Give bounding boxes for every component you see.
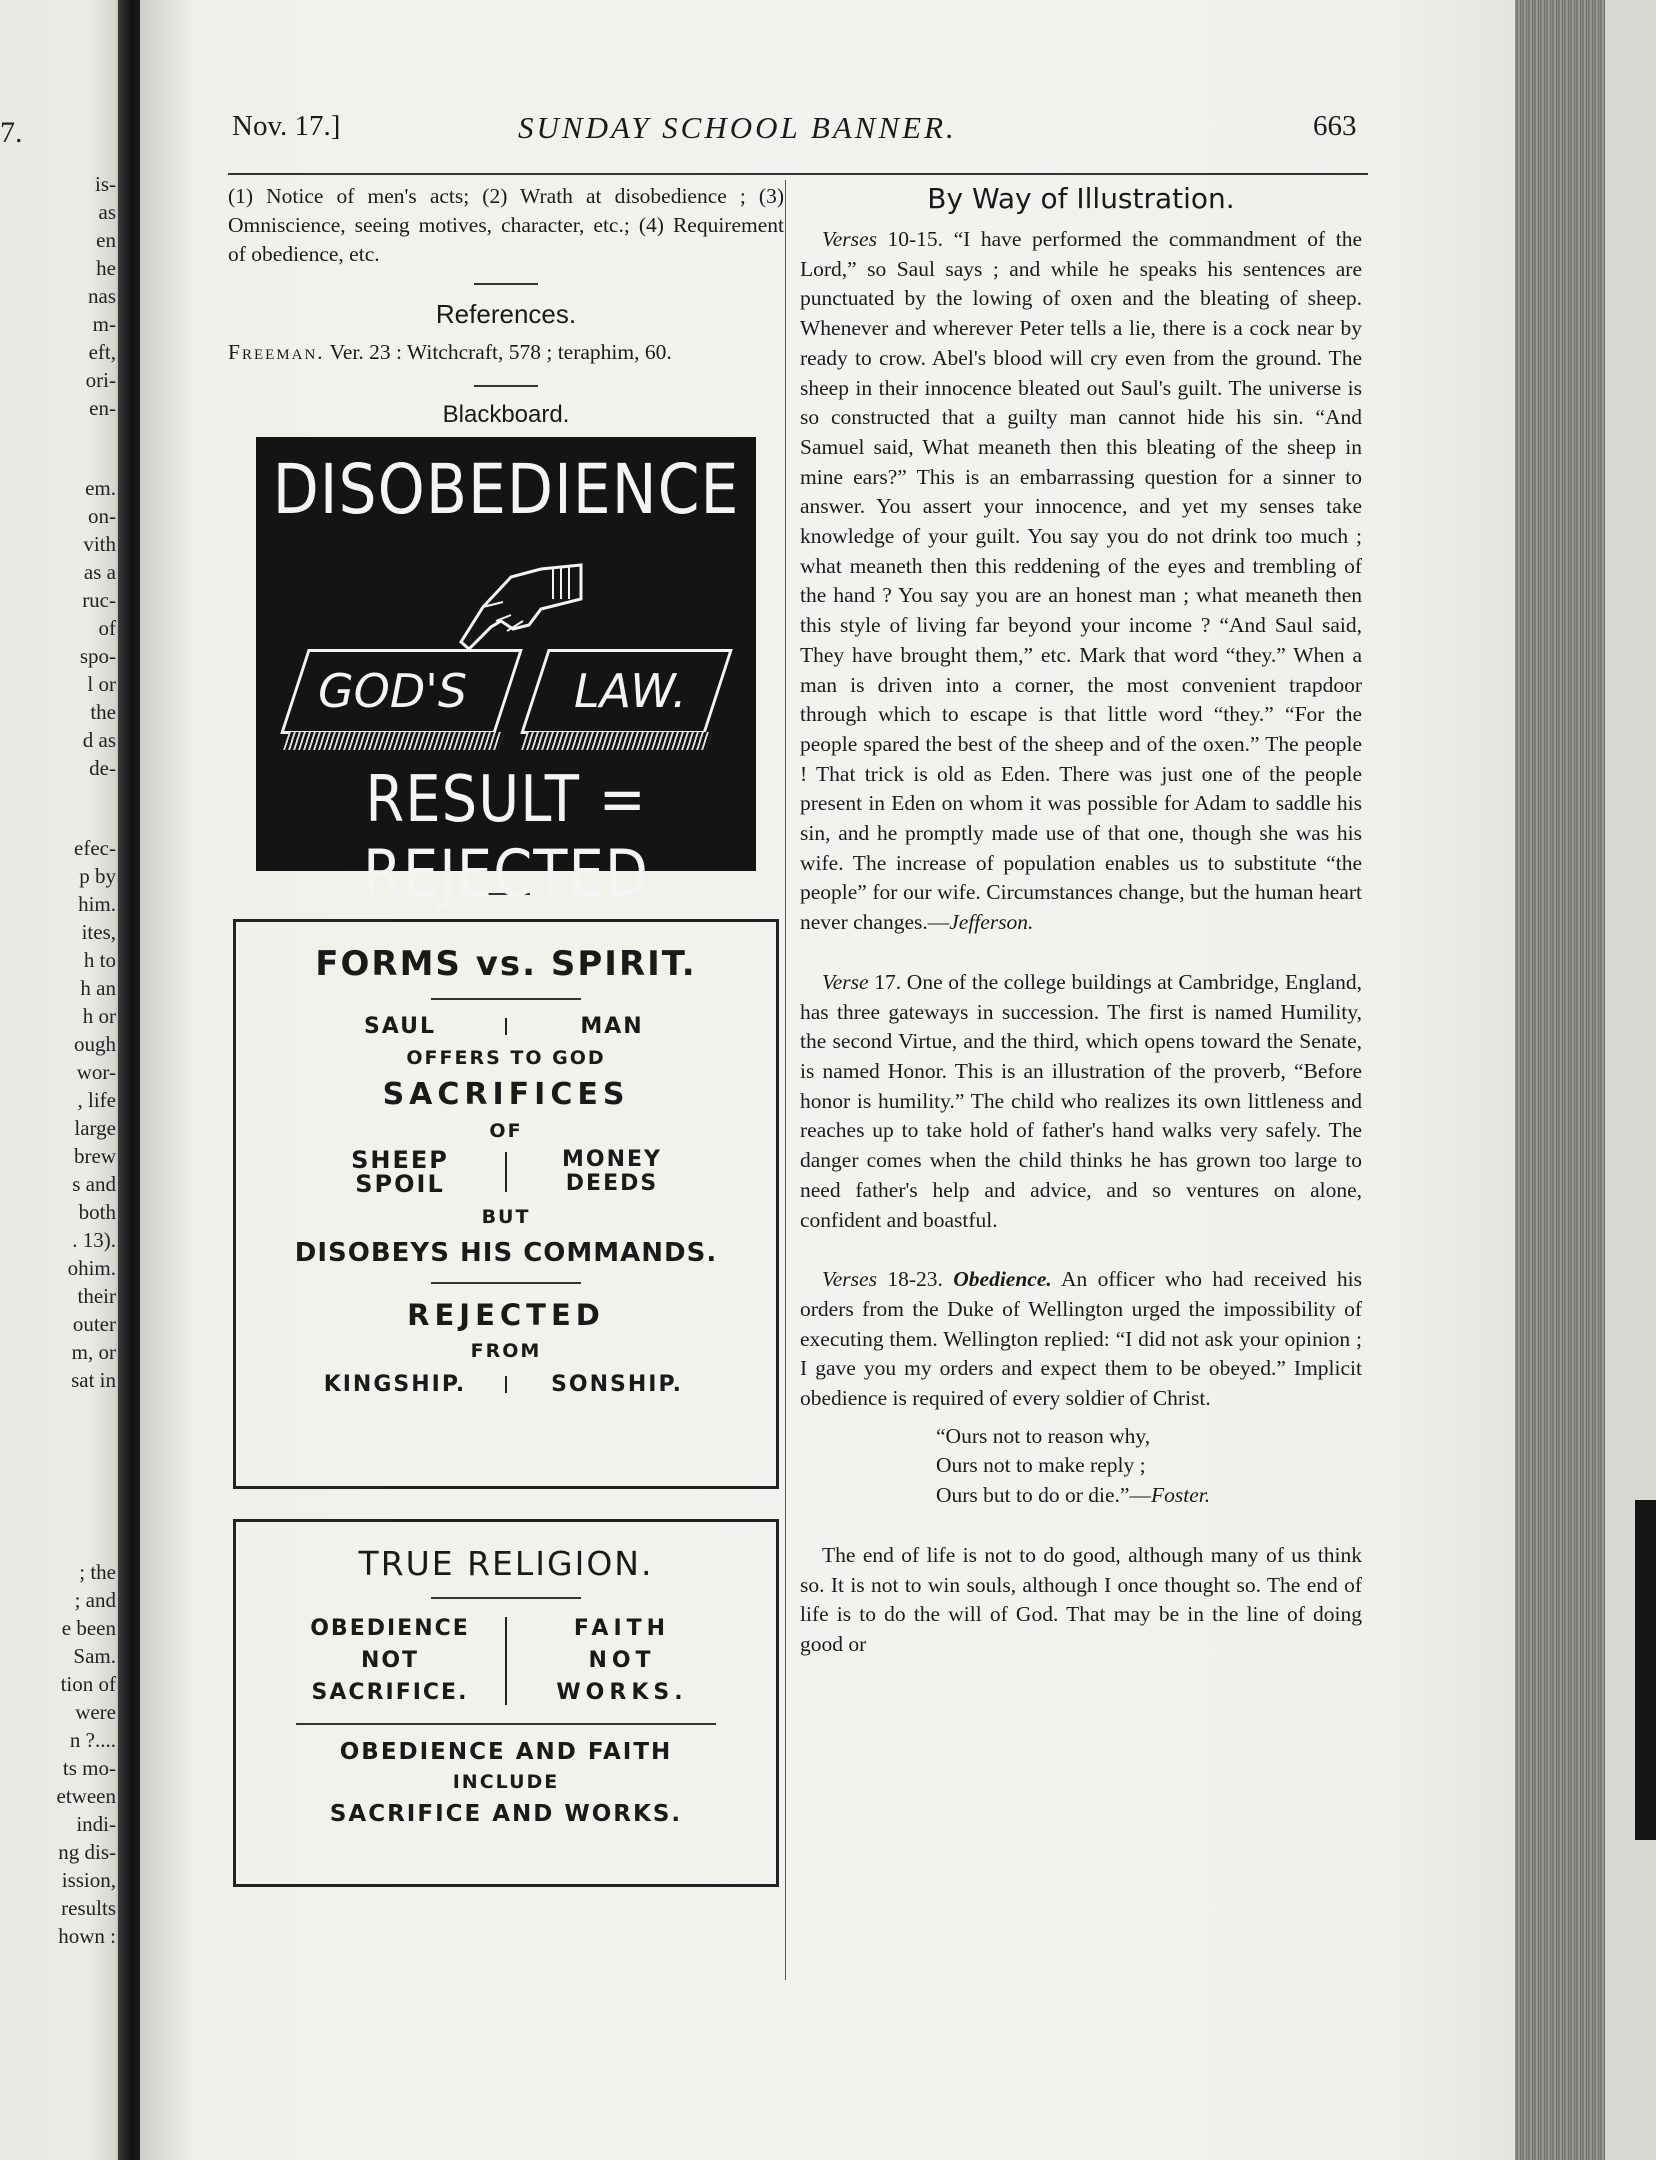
facing-page-line: as a xyxy=(83,560,116,584)
facing-page-line: en xyxy=(96,228,116,252)
sheep-spoil-label xyxy=(305,1148,495,1196)
facing-page-line: tion of xyxy=(60,1672,116,1696)
facing-page-line: etween xyxy=(56,1784,116,1808)
vertical-bar xyxy=(505,1152,507,1192)
facing-page-line: m- xyxy=(92,312,116,336)
kingship-sonship-row xyxy=(236,1372,776,1397)
forms-box-title: FORMS vs. SPIRIT. xyxy=(315,944,697,984)
facing-page-line: h to xyxy=(83,948,116,972)
column-divider xyxy=(785,180,786,1980)
blackboard-result: RESULT = REJECTED xyxy=(362,762,649,912)
not-word: NOT xyxy=(588,1648,656,1673)
facing-page-line: ts mo- xyxy=(62,1756,116,1780)
money-label: MONEY xyxy=(562,1147,662,1172)
poem-line: “Ours not to reason why, xyxy=(936,1423,1151,1448)
running-head-title: SUNDAY SCHOOL BANNER. xyxy=(518,110,957,145)
facing-page-line: on- xyxy=(88,504,116,528)
facing-page-line: efec- xyxy=(74,836,116,860)
money-deeds-label xyxy=(517,1148,707,1196)
facing-page-line: em. xyxy=(85,476,116,500)
rejected-label: REJECTED xyxy=(407,1298,605,1332)
facing-page-line: were xyxy=(75,1700,116,1724)
facing-page-line: 7. xyxy=(0,120,23,145)
blackboard-heading: Blackboard. xyxy=(442,401,570,428)
paragraph-3-topic: Obedience. xyxy=(953,1267,1052,1292)
man-label: MAN xyxy=(580,1014,644,1039)
include-label: INCLUDE xyxy=(452,1771,560,1793)
facing-page-line: as xyxy=(98,200,116,224)
paragraph-1-author: Jefferson. xyxy=(949,910,1034,935)
facing-page-line: eft, xyxy=(88,340,116,364)
sacrifice-and-works: SACRIFICE AND WORKS. xyxy=(329,1801,683,1827)
facing-page-line: ; the xyxy=(79,1560,116,1584)
paragraph-1-text: 10-15. “I have performed the commandment of the Lord,” so Saul says ; and while he speaks his sentences are punctuated by the lowing of oxen and the bleating of sheep. Whenever and wherever Peter tells a lie, there is a cock near by ready to crow. Abel's blood will cry even from the ground. The sheep in their innocence bleated out Saul's guilt. The universe is so constructed that a guilty man cannot hide his sin. “And Samuel said, What meaneth then this bleating of the sheep in mine ears?” This is an embarrassing question for a sinner to answer. You assert your innocence, and yet my senses take knowledge of your guilt. You say you do not drink too much ; what meaneth then this reddening of the eyes and trembling of the hand ? You say you are an honest man ; what meaneth then this style of living far beyond your income ? “And Saul said, They have brought them,” etc. Mark that word “they.” When a man is driven into a corner, the most convenient trapdoor through which to escape is that little word “they.” “For the people spared the best of the sheep and of the oxen.” The people ! That trick is old as Eden. There was just one of the people present in Eden on whom it was possible for Adam to saddle his sin, and he promptly made use of that one, though she was his wife. The increase of population enables us to substitute “the people” for our wife. Circumstances change, but the human heart never changes.— xyxy=(800,227,1362,935)
spoil-label: SPOIL xyxy=(355,1170,445,1198)
facing-page-line: de- xyxy=(89,756,116,780)
divider-rule xyxy=(474,283,538,285)
pointing-hand-icon xyxy=(441,547,591,657)
references-heading: References. xyxy=(435,299,577,329)
tablet-left-text: GOD'S xyxy=(318,664,468,718)
facing-page-line: ; and xyxy=(74,1588,116,1612)
poem xyxy=(800,1422,1362,1511)
illustration-paragraph-2 xyxy=(800,968,1362,1235)
facing-page-line: their xyxy=(77,1284,116,1308)
disobeys-label: DISOBEYS HIS COMMANDS. xyxy=(294,1238,718,1268)
verses-label: Verses xyxy=(822,227,877,251)
kingship-label: KINGSHIP. xyxy=(323,1372,467,1397)
facing-page-line: brew xyxy=(74,1144,116,1168)
facing-page-line: en- xyxy=(89,396,116,420)
offers-label: OFFERS TO GOD xyxy=(406,1047,606,1069)
tablet-right-base xyxy=(521,732,712,750)
poem-line-last xyxy=(936,1481,1362,1511)
paragraph-3-text: An officer who had received his orders from the Duke of Wellington urged the impossibility of executing them. Wellington replied: “I did not ask your opinion ; I gave you my orders and expect them to be obeyed.” Implicit obedience is required of every soldier of Christ. xyxy=(800,1267,1363,1411)
illustration-paragraph-1 xyxy=(800,225,1362,938)
facing-page-line: ori- xyxy=(85,368,116,392)
illustration-paragraph-3 xyxy=(800,1265,1362,1414)
page-number: 663 xyxy=(1313,110,1357,142)
saul-man-row xyxy=(236,1014,776,1039)
poem-author: Foster. xyxy=(1150,1483,1211,1508)
facing-page-line: he xyxy=(96,256,116,280)
forms-vs-spirit-box xyxy=(233,919,779,1489)
verse-label: Verse xyxy=(822,969,869,994)
poem-line-text: Ours but to do or die.”— xyxy=(936,1483,1151,1508)
works-word: WORKS. xyxy=(556,1680,688,1705)
sonship-label: SONSHIP. xyxy=(551,1372,683,1397)
facing-page-line: s and xyxy=(72,1172,116,1196)
box-rule xyxy=(431,1282,581,1284)
facing-page-line: n ?.... xyxy=(69,1728,116,1752)
facing-page-line: h an xyxy=(80,976,116,1000)
tablet-right-text: LAW. xyxy=(574,664,687,718)
references-text xyxy=(228,338,784,367)
references-entries: Ver. 23 : Witchcraft, 578 ; teraphim, 60. xyxy=(329,340,672,364)
deeds-label: DEEDS xyxy=(565,1171,659,1196)
vertical-bar xyxy=(505,1617,507,1705)
box-rule xyxy=(431,998,581,1000)
facing-page-line: of xyxy=(98,616,116,640)
poem-line: Ours not to make reply ; xyxy=(936,1453,1146,1478)
facing-page-line: large xyxy=(74,1116,116,1140)
obedience-word: OBEDIENCE xyxy=(310,1616,470,1641)
true-box-title: TRUE RELIGION. xyxy=(358,1544,654,1583)
obedience-faith-row xyxy=(236,1613,776,1709)
not-word: NOT xyxy=(360,1648,420,1673)
facing-page-line: ough xyxy=(74,1032,116,1056)
facing-page-line: ites, xyxy=(81,920,116,944)
facing-page-line: vith xyxy=(83,532,116,556)
faith-column xyxy=(517,1613,727,1709)
box-rule xyxy=(296,1723,716,1725)
facing-page-line: l or xyxy=(87,672,116,696)
facing-page-line: , life xyxy=(77,1088,116,1112)
paragraph-2-text: 17. One of the college buildings at Cambridge, England, has three gateways in succession. The first is named Humility, the second Virtue, and the third, which opens toward the Senate, is named Honor. This is an illustration of the proverb, “Before honor is humility.” The child who realizes its own littleness and reaches up to take hold of father's hand walks very safely. The danger comes when the child thinks he has grown too large to need father's help and advice, and so ventures on alone, confident and boastful. xyxy=(800,969,1362,1232)
facing-page-line: both xyxy=(78,1200,116,1224)
facing-page-line: . 13). xyxy=(72,1228,116,1252)
illustration-paragraph-4: The end of life is not to do good, although many of us think so. It is not to win souls, although I once thought so. The end of life is to do the will of God. That may be in the line of doing good or xyxy=(800,1542,1362,1656)
facing-page-line: hown : xyxy=(58,1924,116,1948)
facing-page-line: outer xyxy=(72,1312,116,1336)
but-label: BUT xyxy=(481,1206,531,1228)
facing-page-line: is- xyxy=(95,172,116,196)
illustration-heading: By Way of Illustration. xyxy=(927,182,1235,215)
facing-page-line: ohim. xyxy=(67,1256,116,1280)
facing-page-line: ruc- xyxy=(82,588,116,612)
facing-page-line: h or xyxy=(82,1004,116,1028)
facing-page-line: the xyxy=(90,700,116,724)
facing-page-line: results xyxy=(61,1896,116,1920)
sheep-label: SHEEP xyxy=(351,1146,449,1174)
running-head-date: Nov. 17.] xyxy=(232,110,341,142)
divider-rule xyxy=(474,385,538,387)
verse-reference: 18-23. xyxy=(887,1267,943,1292)
facing-page-line: nas xyxy=(88,284,116,308)
obedience-and-faith: OBEDIENCE AND FAITH xyxy=(339,1739,673,1765)
saul-label: SAUL xyxy=(363,1014,437,1039)
references-author: Freeman. xyxy=(228,340,325,364)
sacrifices-label: SACRIFICES xyxy=(382,1077,630,1112)
sheep-money-row xyxy=(236,1148,776,1196)
left-column xyxy=(228,182,784,1887)
page-edges xyxy=(1515,0,1610,2160)
facing-page-line: sat in xyxy=(71,1368,116,1392)
facing-page-line: spo- xyxy=(79,644,116,668)
facing-page-line: m, or xyxy=(71,1340,116,1364)
facing-page-line: him. xyxy=(78,892,116,916)
intro-text: (1) Notice of men's acts; (2) Wrath at disobedience ; (3) Omniscience, seeing motives, character, etc.; (4) Requirement of obedience, etc. xyxy=(228,184,784,266)
facing-page-line: p by xyxy=(79,864,116,888)
vertical-bar xyxy=(505,1018,507,1035)
true-religion-box xyxy=(233,1519,779,1887)
vertical-bar xyxy=(505,1376,507,1393)
scan-shadow xyxy=(1635,1500,1656,1840)
from-label: FROM xyxy=(470,1340,542,1362)
blackboard-title: DISOBEDIENCE xyxy=(272,449,740,531)
sacrifice-word: SACRIFICE. xyxy=(311,1680,469,1705)
facing-page-line: d as xyxy=(82,728,116,752)
right-column xyxy=(800,182,1362,1660)
of-label: OF xyxy=(489,1120,523,1142)
facing-page-line: e been xyxy=(61,1616,116,1640)
facing-page-line: ission, xyxy=(61,1868,116,1892)
facing-page-line: indi- xyxy=(76,1812,116,1836)
tablet-left-base xyxy=(283,732,504,750)
facing-page-line: wor- xyxy=(76,1060,116,1084)
faith-word: FAITH xyxy=(573,1616,671,1641)
verses-label: Verses xyxy=(822,1267,877,1292)
blackboard-illustration xyxy=(256,437,756,912)
header-rule xyxy=(228,173,1368,175)
facing-page-line: Sam. xyxy=(73,1644,116,1668)
box-rule xyxy=(431,1597,581,1599)
facing-page-line: ng dis- xyxy=(58,1840,116,1864)
obedience-column xyxy=(285,1613,495,1709)
